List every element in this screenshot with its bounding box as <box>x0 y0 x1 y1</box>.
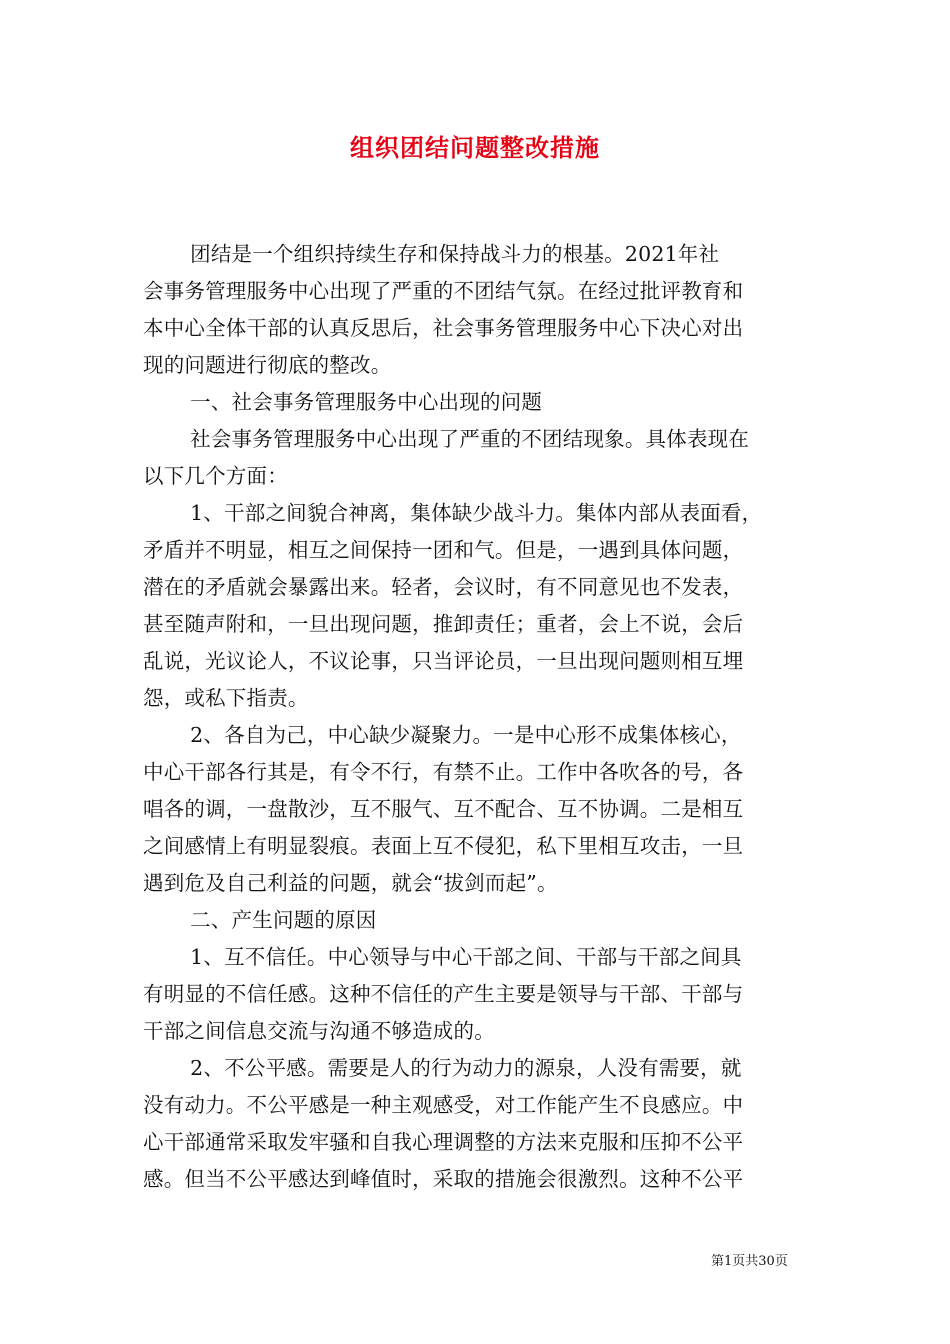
text-line: 2、不公平感。需要是人的行为动力的源泉，人没有需要，就 <box>190 1056 742 1080</box>
text-line: 2、各自为己，中心缺少凝聚力。一是中心形不成集体核心， <box>190 723 742 747</box>
page-title: 组织团结问题整改措施 <box>350 133 600 162</box>
text-line: 怨，或私下指责。 <box>143 686 309 710</box>
text-line: 遇到危及自己利益的问题，就会“拔剑而起”。 <box>143 871 558 895</box>
text-line: 心干部通常采取发牢骚和自我心理调整的方法来克服和压抑不公平 <box>143 1130 744 1154</box>
text-line: 团结是一个组织持续生存和保持战斗力的根基。2021年社 <box>190 242 720 266</box>
text-line: 现的问题进行彻底的整改。 <box>143 353 392 377</box>
text-line: 潜在的矛盾就会暴露出来。轻者，会议时，有不同意见也不发表， <box>143 575 744 599</box>
text-line: 矛盾并不明显，相互之间保持一团和气。但是，一遇到具体问题， <box>143 538 744 562</box>
page-number: 第1页共30页 <box>711 1254 788 1269</box>
text-line: 没有动力。不公平感是一种主观感受，对工作能产生不良感应。中 <box>143 1093 744 1117</box>
text-line: 1、互不信任。中心领导与中心干部之间、干部与干部之间具 <box>190 945 742 969</box>
text-line: 本中心全体干部的认真反思后，社会事务管理服务中心下决心对出 <box>143 316 744 340</box>
text-line: 乱说，光议论人，不议论事，只当评论员，一旦出现问题则相互埋 <box>143 649 744 673</box>
text-line: 一、社会事务管理服务中心出现的问题 <box>190 390 543 414</box>
text-line: 二、产生问题的原因 <box>190 908 377 932</box>
text-line: 会事务管理服务中心出现了严重的不团结气氛。在经过批评教育和 <box>143 279 744 303</box>
text-line: 社会事务管理服务中心出现了严重的不团结现象。具体表现在 <box>190 427 750 451</box>
text-line: 1、干部之间貌合神离，集体缺少战斗力。集体内部从表面看， <box>190 501 763 525</box>
text-line: 唱各的调，一盘散沙，互不服气、互不配合、互不协调。二是相互 <box>143 797 744 821</box>
text-line: 以下几个方面： <box>143 464 288 488</box>
body-text <box>143 236 809 1198</box>
text-line: 有明显的不信任感。这种不信任的产生主要是领导与干部、干部与 <box>143 982 744 1006</box>
text-line: 干部之间信息交流与沟通不够造成的。 <box>143 1019 495 1043</box>
text-line: 甚至随声附和，一旦出现问题，推卸责任；重者，会上不说，会后 <box>143 612 744 636</box>
text-line: 感。但当不公平感达到峰值时，采取的措施会很激烈。这种不公平 <box>143 1167 744 1191</box>
text-line: 中心干部各行其是，有令不行，有禁不止。工作中各吹各的号，各 <box>143 760 744 784</box>
text-line: 之间感情上有明显裂痕。表面上互不侵犯，私下里相互攻击，一旦 <box>143 834 744 858</box>
